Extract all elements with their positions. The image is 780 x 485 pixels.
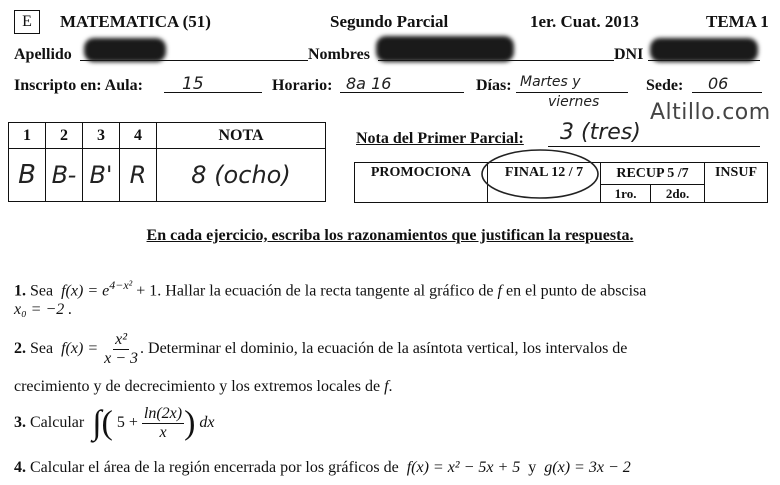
q2-f: f (384, 378, 389, 395)
q2-denominator: x − 3 (104, 349, 139, 367)
question-1 (14, 275, 646, 301)
term-label: 1er. Cuat. 2013 (530, 12, 639, 31)
grades-header-nota: NOTA (157, 123, 326, 149)
final-cell: FINAL 12 / 7 (488, 163, 601, 203)
recup-cell: RECUP 5 /7 (601, 163, 705, 185)
right-paren: ) (184, 404, 196, 442)
subject-title: MATEMATICA (51) (60, 12, 211, 31)
sede-value: 06 (708, 74, 729, 93)
question-2 (14, 330, 627, 368)
final-circle-mark (478, 146, 602, 202)
q3-numerator: ln(2x) (143, 404, 183, 422)
q1-f: f (497, 282, 502, 300)
apellido-redaction (84, 38, 166, 62)
insuf-cell: INSUF (705, 163, 768, 203)
aula-value: 15 (182, 74, 204, 94)
grade-4: R (120, 149, 157, 202)
inscripto-label: Inscripto en: Aula: (14, 77, 143, 94)
q2-formula: f(x) = (61, 340, 99, 357)
sede-label: Sede: (646, 77, 684, 94)
recup-1ro-cell: 1ro. (601, 185, 651, 203)
q2-number: 2. (14, 340, 26, 357)
nombres-redaction (376, 36, 514, 62)
grades-header-3: 3 (83, 123, 120, 149)
q1-text-d: en el punto de abscisa (505, 282, 647, 300)
q4-g-formula: g(x) = 3x − 2 (544, 459, 631, 476)
box-letter (14, 10, 40, 34)
grade-3: B' (83, 149, 120, 202)
grades-header-1: 1 (9, 123, 46, 149)
grade-nota: 8 (ocho) (157, 149, 326, 202)
question-1-line-2: x₀ = −2 . (14, 301, 73, 318)
q4-y: y (528, 459, 537, 476)
dni-redaction (650, 38, 758, 62)
dias-line (516, 92, 628, 93)
exam-title: Segundo Parcial (330, 12, 449, 31)
q2-end: . (388, 378, 393, 395)
q4-f-formula: f(x) = x² − 5x + 5 (406, 459, 521, 476)
q2-text-c: . Determinar el dominio, la ecuación de la asíntota vertical, los intervalos de (140, 340, 628, 357)
question-2-line-2 (14, 377, 393, 397)
aula-line (164, 92, 262, 93)
integral-sign: ∫ (92, 404, 102, 442)
nombres-label: Nombres (308, 46, 370, 63)
q4-number: 4. (14, 459, 26, 476)
grades-value-row (9, 149, 326, 202)
q1-formula: f(x) = e (61, 282, 110, 300)
first-partial-label: Nota del Primer Parcial: (356, 130, 524, 147)
promociona-cell: PROMOCIONA (355, 163, 488, 203)
q1-text-c: + 1. Hallar la ecuación de la recta tangente al gráfico de (136, 282, 494, 300)
dias-value: Martes y (520, 74, 581, 90)
dias-label: Días: (476, 77, 512, 94)
recup-2do-cell: 2do. (651, 185, 705, 203)
dni-label: DNI (614, 46, 644, 63)
q1-exponent: 4−x² (109, 278, 133, 292)
q2-line2-text: crecimiento y de decrecimiento y los extremos locales de (14, 378, 381, 395)
instructions-text: En cada ejercicio, escriba los razonamientos que justifican la respuesta. (146, 227, 634, 244)
q3-denominator: x (159, 423, 167, 441)
box-letter-text: E (22, 13, 32, 30)
grades-header-4: 4 (120, 123, 157, 149)
grades-table (8, 122, 326, 202)
q4-text-a: Calcular el área de la región encerrada por los gráficos de (30, 459, 399, 476)
dias-value-2: viernes (548, 94, 600, 110)
grades-header-2: 2 (46, 123, 83, 149)
left-paren: ( (101, 404, 113, 442)
tema-label: TEMA 1 (706, 12, 769, 31)
q2-text-a: Sea (30, 340, 54, 357)
q3-five: 5 + (116, 414, 138, 431)
q2-numerator: x² (115, 330, 128, 348)
q3-number: 3. (14, 414, 26, 431)
grade-1: B (9, 149, 46, 202)
q3-dx: dx (199, 414, 215, 431)
grades-header-row (9, 123, 326, 149)
apellido-label: Apellido (14, 46, 72, 63)
first-partial-value: 3 (tres) (560, 120, 641, 145)
grade-2: B- (46, 149, 83, 202)
horario-value: 8a 16 (346, 74, 392, 93)
q1-number: 1. (14, 282, 26, 300)
question-3 (14, 404, 215, 442)
question-4 (14, 458, 631, 478)
q2-fraction (102, 331, 140, 368)
q1-text-a: Sea (30, 282, 54, 300)
horario-label: Horario: (272, 77, 333, 94)
q3-fraction (142, 405, 184, 442)
watermark-logo: Altillo.com (650, 100, 771, 125)
q3-text-a: Calcular (30, 414, 85, 431)
